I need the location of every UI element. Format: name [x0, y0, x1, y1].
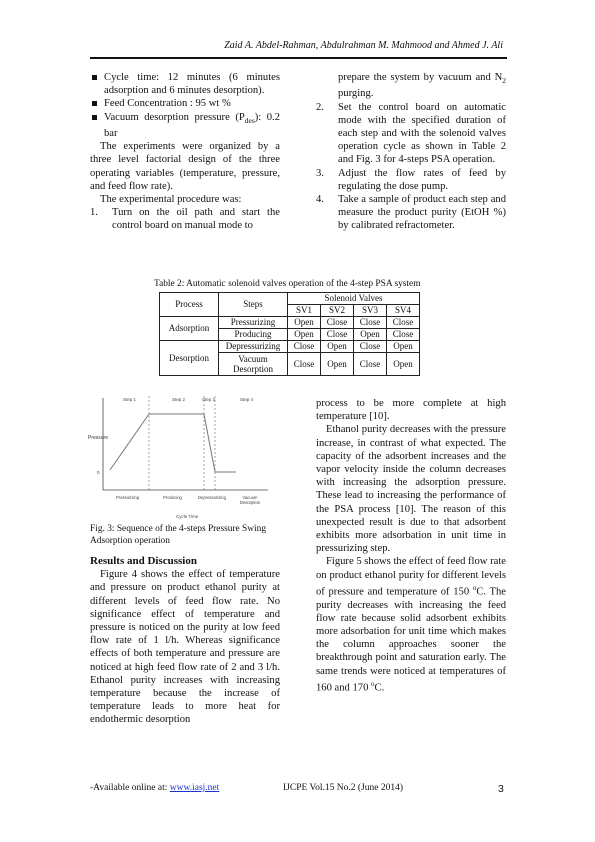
- journal-link[interactable]: www.iasj.net: [169, 783, 220, 793]
- phase-label-wrap: [236, 495, 264, 509]
- bullet-vacuum-pressure: Vacuum desorption pressure $(P_{des})$: 0.2 bar: [90, 111, 280, 141]
- procedure-step-3: 3. Adjust the flow rates of feed by regulating the dose pump.: [316, 167, 506, 192]
- paragraph-design: The experiments were organized by a three level factorial design of the three operating variables (temperature, pressure, and feed flow rate).: [90, 141, 280, 192]
- table-header-process: Process: [160, 293, 219, 317]
- bullet-feed-concentration: Feed Concentration : 95 wt %: [90, 97, 280, 110]
- left-column-top: [90, 71, 280, 233]
- table-cell-step: Producing: [219, 329, 288, 341]
- paragraph-figure4: Figure 4 shows the effect of temperature and pressure on product ethanol purity at different levels of feed flow rate. No significance effect of temperature and pressure is noticed on the purity at low feed flow rate of 1 l/h. Whereas significance effects of both temperature and pressure are noticed at high feed flow rate of 2 and 3 l/h. Ethanol purity increases with increasing temperature because the increase of temperature leads to more heat for endothermic desorption: [90, 569, 280, 726]
- table-cell: Open: [288, 317, 321, 329]
- header-rule: [90, 57, 507, 59]
- table-cell: Open: [354, 329, 387, 341]
- table2: [159, 292, 420, 376]
- step-label: Step 3: [202, 397, 216, 402]
- x-axis-label: Cycle Time: [176, 514, 199, 519]
- paragraph-procedure: The experimental procedure was:: [100, 193, 242, 205]
- table-header-sv3: SV3: [354, 305, 387, 317]
- table-cell: Close: [387, 329, 420, 341]
- table-cell: Close: [288, 341, 321, 353]
- page-number: 3: [498, 783, 504, 795]
- table-header-valves: Solenoid Valves: [288, 293, 420, 305]
- table-cell: Open: [288, 329, 321, 341]
- paragraph-pressure: Ethanol purity decreases with the pressure increase, in contrast of what expected. The capacity of the adsorbent increases and the vapor velocity inside the column decreases with increasing the adsorption pressure. These lead to increasing the performance of the PSA process [10]. The reason of this unexpected result is due to that adsorbent exhibits more adsorbation in unit time in pressurizing step.: [316, 424, 506, 555]
- bullet-cycle-time: Cycle time: 12 minutes (6 minutes adsorption and 6 minutes desorption).: [90, 71, 280, 97]
- procedure-step-2: 2. Set the control board on automatic mode with the specified duration of each step and with the solenoid valves operation cycle as shown in Table 2 and Fig. 3 for 4-steps PSA operation.: [316, 101, 506, 166]
- table-cell: Open: [387, 353, 420, 376]
- table2-caption: Table 2: Automatic solenoid valves operation of the 4-step PSA system: [154, 279, 421, 289]
- step-label: Step 2: [172, 397, 186, 402]
- procedure-step-1: 1. Turn on the oil path and start the control board on manual mode to: [90, 207, 280, 232]
- procedure-step-4: 4. Take a sample of product each step and measure the product purity (EtOH %) by calibrated refractometer.: [316, 193, 506, 232]
- table-row: [160, 341, 420, 353]
- figure3-caption: Fig. 3: Sequence of the 4-steps Pressure Swing Adsorption operation: [90, 524, 267, 546]
- table-cell: Close: [387, 317, 420, 329]
- table-cell: Open: [387, 341, 420, 353]
- zero-label: 0: [97, 470, 100, 475]
- table-cell-step: Vacuum Desorption: [219, 353, 288, 376]
- footer-journal: IJCPE Vol.15 No.2 (June 2014): [283, 783, 403, 793]
- table-cell-step: Pressurizing: [219, 317, 288, 329]
- right-column-top: [316, 71, 506, 233]
- table-cell-process: Adsorption: [160, 317, 219, 341]
- paragraph-figure5: Figure 5 shows the effect of feed flow rate on product ethanol purity for different levels of pressure and temperature of 150 $^o$C. The purity decreases with increasing the feed flow rate because solid adsorbent exhibits more adsorbation for unit time which makes the column approaches sooner the breakthrough point and saturation early. The same trends were noticed at temperatures of 160 and 170 $^o$C.: [316, 556, 506, 694]
- step-label: Step 1: [123, 397, 137, 402]
- paragraph-temperature: process to be more complete at high temperature [10].: [316, 398, 506, 423]
- left-column-bottom: [90, 555, 280, 727]
- figure3-diagram: [88, 392, 284, 522]
- table-cell: Open: [321, 341, 354, 353]
- y-axis-label: Pressure: [88, 435, 109, 441]
- conditions-list: [90, 71, 280, 140]
- phase-label: Depressurizing: [198, 495, 226, 500]
- table-cell: Open: [321, 353, 354, 376]
- table-cell: Close: [354, 341, 387, 353]
- table-cell: Close: [321, 317, 354, 329]
- table-header-sv2: SV2: [321, 305, 354, 317]
- table-cell: Close: [321, 329, 354, 341]
- footer-availability: -Available online at: www.iasj.net: [90, 783, 220, 793]
- phase-label: Producing: [163, 495, 182, 500]
- table-cell-process: Desorption: [160, 341, 219, 376]
- running-header: Zaid A. Abdel-Rahman, Abdulrahman M. Mahmood and Ahmed J. Ali: [224, 40, 503, 51]
- step-label: Step 4: [240, 397, 254, 402]
- procedure-step-1-continued: prepare the system by vacuum and $N_2$ purging.: [338, 72, 506, 100]
- section-heading: Results and Discussion: [90, 555, 197, 567]
- table-cell: Close: [354, 353, 387, 376]
- table-header-sv1: SV1: [288, 305, 321, 317]
- table-row: [160, 317, 420, 329]
- table-header-steps: Steps: [219, 293, 288, 317]
- phase-label: Vacuum Desorption: [239, 495, 261, 505]
- right-column-bottom: [316, 397, 506, 695]
- table-cell: Close: [288, 353, 321, 376]
- pressure-profile-line: [110, 414, 236, 472]
- table-cell-step: Depressurizing: [219, 341, 288, 353]
- phase-label: Pressurizing: [116, 495, 140, 500]
- table-header-sv4: SV4: [387, 305, 420, 317]
- table-cell: Close: [354, 317, 387, 329]
